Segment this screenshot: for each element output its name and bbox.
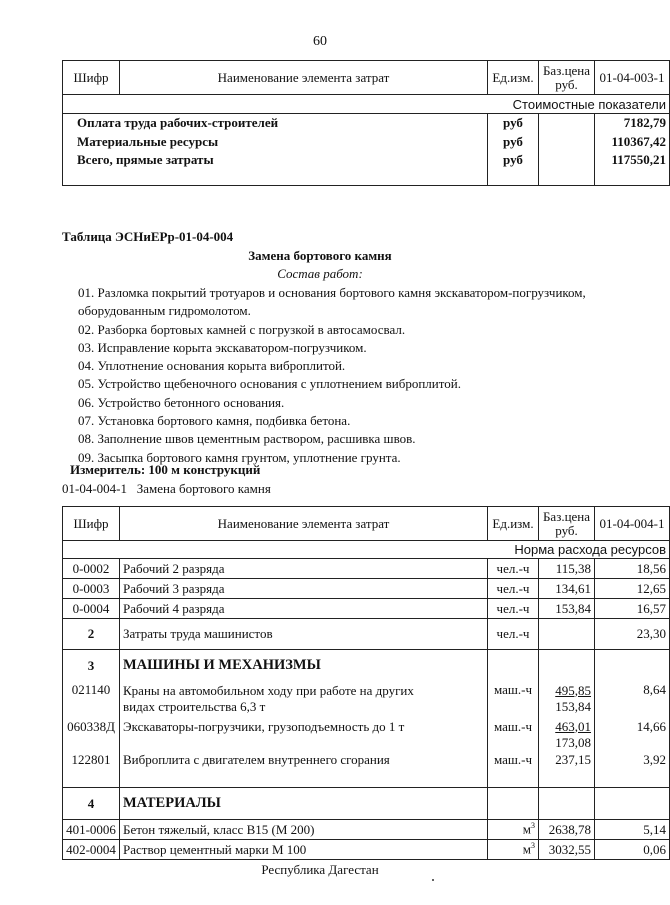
row-price: 153,84 — [539, 599, 595, 619]
list-item: 05. Устройство щебеночного основания с уплотнением виброплитой. — [78, 376, 461, 392]
row-value: 5,14 — [595, 820, 670, 840]
row-price: 115,38 — [539, 559, 595, 579]
list-item: 08. Заполнение швов цементным раствором, расшивка швов. — [78, 431, 416, 447]
row-value: 110367,42 — [595, 133, 670, 152]
resources-table — [62, 506, 670, 860]
row-value: 7182,79 — [595, 114, 670, 133]
price-base: 495,85 — [555, 682, 591, 698]
section-row — [63, 95, 670, 114]
row-name: МАШИНЫ И МЕХАНИЗМЫ — [120, 650, 488, 682]
row-unit: маш.-ч — [488, 682, 539, 716]
row-code: 060338Д — [63, 716, 120, 752]
table-row — [63, 152, 670, 186]
row-unit — [488, 788, 539, 820]
cost-table — [62, 60, 670, 186]
subtitle-code: 01-04-004-1 — [62, 481, 127, 496]
row-code: 2 — [63, 619, 120, 650]
row-code: 0-0004 — [63, 599, 120, 619]
row-price — [539, 716, 595, 752]
table-header-row — [63, 61, 670, 95]
table-row — [63, 114, 670, 133]
table-row — [63, 133, 670, 152]
works-list — [78, 284, 618, 467]
row-name — [120, 682, 488, 716]
row-value — [595, 650, 670, 682]
section-header-row — [63, 650, 670, 682]
price-wage: 153,84 — [555, 698, 591, 714]
header-name: Наименование элемента затрат — [120, 507, 488, 541]
row-name: Экскаваторы-погрузчики, грузоподъемность до 1 т — [120, 716, 488, 752]
row-price — [539, 152, 595, 186]
unit-superscript: 3 — [531, 821, 535, 831]
row-unit — [488, 820, 539, 840]
row-code: 3 — [63, 650, 120, 682]
row-unit: чел.-ч — [488, 579, 539, 599]
row-price: 237,15 — [539, 752, 595, 788]
row-price — [539, 619, 595, 650]
row-price — [539, 133, 595, 152]
row-unit: чел.-ч — [488, 559, 539, 579]
row-name-line: видах строительства 6,3 т — [123, 698, 266, 714]
unit-text: м — [522, 841, 531, 857]
work-title: Замена бортового камня — [248, 248, 392, 263]
table-row — [63, 559, 670, 579]
row-name: Затраты труда машинистов — [120, 619, 488, 650]
row-value: 14,66 — [595, 716, 670, 752]
composition-label: Состав работ: — [277, 266, 363, 281]
row-name: Рабочий 3 разряда — [120, 579, 488, 599]
section-row — [63, 541, 670, 559]
row-unit — [488, 840, 539, 860]
list-item: 09. Засыпка бортового камня грунтом, уплотнение грунта. — [78, 449, 401, 465]
table-row — [63, 619, 670, 650]
table-header-row — [63, 507, 670, 541]
header-unit: Ед.изм. — [488, 507, 539, 541]
list-item: 02. Разборка бортовых камней с погрузкой в автосамосвал. — [78, 321, 406, 337]
measure-unit: Измеритель: 100 м конструкций — [70, 462, 261, 477]
row-price — [539, 682, 595, 716]
subtitle-name: Замена бортового камня — [136, 481, 271, 496]
list-item: оборудованным гидромолотом. — [78, 303, 251, 319]
row-unit: чел.-ч — [488, 619, 539, 650]
list-item: 01. Разломка покрытий тротуаров и основания бортового камня экскаватором-погрузчиком, — [78, 285, 586, 300]
section-label: Норма расхода ресурсов — [63, 541, 670, 559]
row-name: Раствор цементный марки М 100 — [120, 840, 488, 860]
row-value: 23,30 — [595, 619, 670, 650]
row-unit: маш.-ч — [488, 752, 539, 788]
table-row — [63, 682, 670, 716]
section-header-row — [63, 788, 670, 820]
row-code: 122801 — [63, 752, 120, 788]
row-name: Материальные ресурсы — [63, 133, 488, 152]
row-code: 4 — [63, 788, 120, 820]
table-row — [63, 752, 670, 788]
table-row — [63, 840, 670, 860]
page-footer: Республика Дагестан — [261, 862, 379, 877]
row-name: Рабочий 2 разряда — [120, 559, 488, 579]
row-code: 0-0002 — [63, 559, 120, 579]
row-value: 18,56 — [595, 559, 670, 579]
list-item: 03. Исправление корыта экскаватором-погрузчиком. — [78, 339, 367, 355]
row-price: 134,61 — [539, 579, 595, 599]
row-price — [539, 650, 595, 682]
row-price — [539, 788, 595, 820]
row-unit: руб — [488, 114, 539, 133]
header-column: 01-04-003-1 — [595, 61, 670, 95]
row-name: Бетон тяжелый, класс B15 (M 200) — [120, 820, 488, 840]
table-row — [63, 820, 670, 840]
header-price: Баз.цена руб. — [539, 61, 595, 95]
page-number: 60 — [313, 34, 327, 49]
table-row — [63, 716, 670, 752]
row-price — [539, 114, 595, 133]
row-value: 0,06 — [595, 840, 670, 860]
row-price: 2638,78 — [539, 820, 595, 840]
row-unit: маш.-ч — [488, 716, 539, 752]
subtitle — [62, 481, 271, 497]
row-name: Виброплита с двигателем внутреннего сгорания — [120, 752, 488, 788]
header-column: 01-04-004-1 — [595, 507, 670, 541]
row-name: МАТЕРИАЛЫ — [120, 788, 488, 820]
row-name: Рабочий 4 разряда — [120, 599, 488, 619]
row-code: 021140 — [63, 682, 120, 716]
row-value: 117550,21 — [595, 152, 670, 186]
row-name-line: Краны на автомобильном ходу при работе на других — [123, 682, 414, 698]
row-code: 401-0006 — [63, 820, 120, 840]
header-name: Наименование элемента затрат — [120, 61, 488, 95]
row-unit: чел.-ч — [488, 599, 539, 619]
row-name: Всего, прямые затраты — [63, 152, 488, 186]
table-row — [63, 599, 670, 619]
section-label: Стоимостные показатели — [63, 95, 670, 114]
row-name: Оплата труда рабочих-строителей — [63, 114, 488, 133]
price-wage: 173,08 — [555, 734, 591, 750]
table-row — [63, 579, 670, 599]
list-item: 04. Уплотнение основания корыта виброплитой. — [78, 358, 346, 374]
row-value: 12,65 — [595, 579, 670, 599]
row-code: 402-0004 — [63, 840, 120, 860]
header-code: Шифр — [63, 61, 120, 95]
row-price: 3032,55 — [539, 840, 595, 860]
row-value — [595, 788, 670, 820]
header-code: Шифр — [63, 507, 120, 541]
list-item: 07. Установка бортового камня, подбивка бетона. — [78, 413, 351, 429]
row-code: 0-0003 — [63, 579, 120, 599]
unit-superscript: 3 — [531, 841, 535, 851]
header-unit: Ед.изм. — [488, 61, 539, 95]
row-unit: руб — [488, 152, 539, 186]
row-unit: руб — [488, 133, 539, 152]
table-title: Таблица ЭСНиЕРр-01-04-004 — [62, 229, 234, 244]
row-unit — [488, 650, 539, 682]
price-base: 463,01 — [555, 718, 591, 734]
row-value: 16,57 — [595, 599, 670, 619]
row-value: 3,92 — [595, 752, 670, 788]
row-value: 8,64 — [595, 682, 670, 716]
unit-text: м — [522, 821, 531, 837]
scan-dot — [432, 879, 434, 881]
header-price: Баз.цена руб. — [539, 507, 595, 541]
list-item: 06. Устройство бетонного основания. — [78, 394, 285, 410]
